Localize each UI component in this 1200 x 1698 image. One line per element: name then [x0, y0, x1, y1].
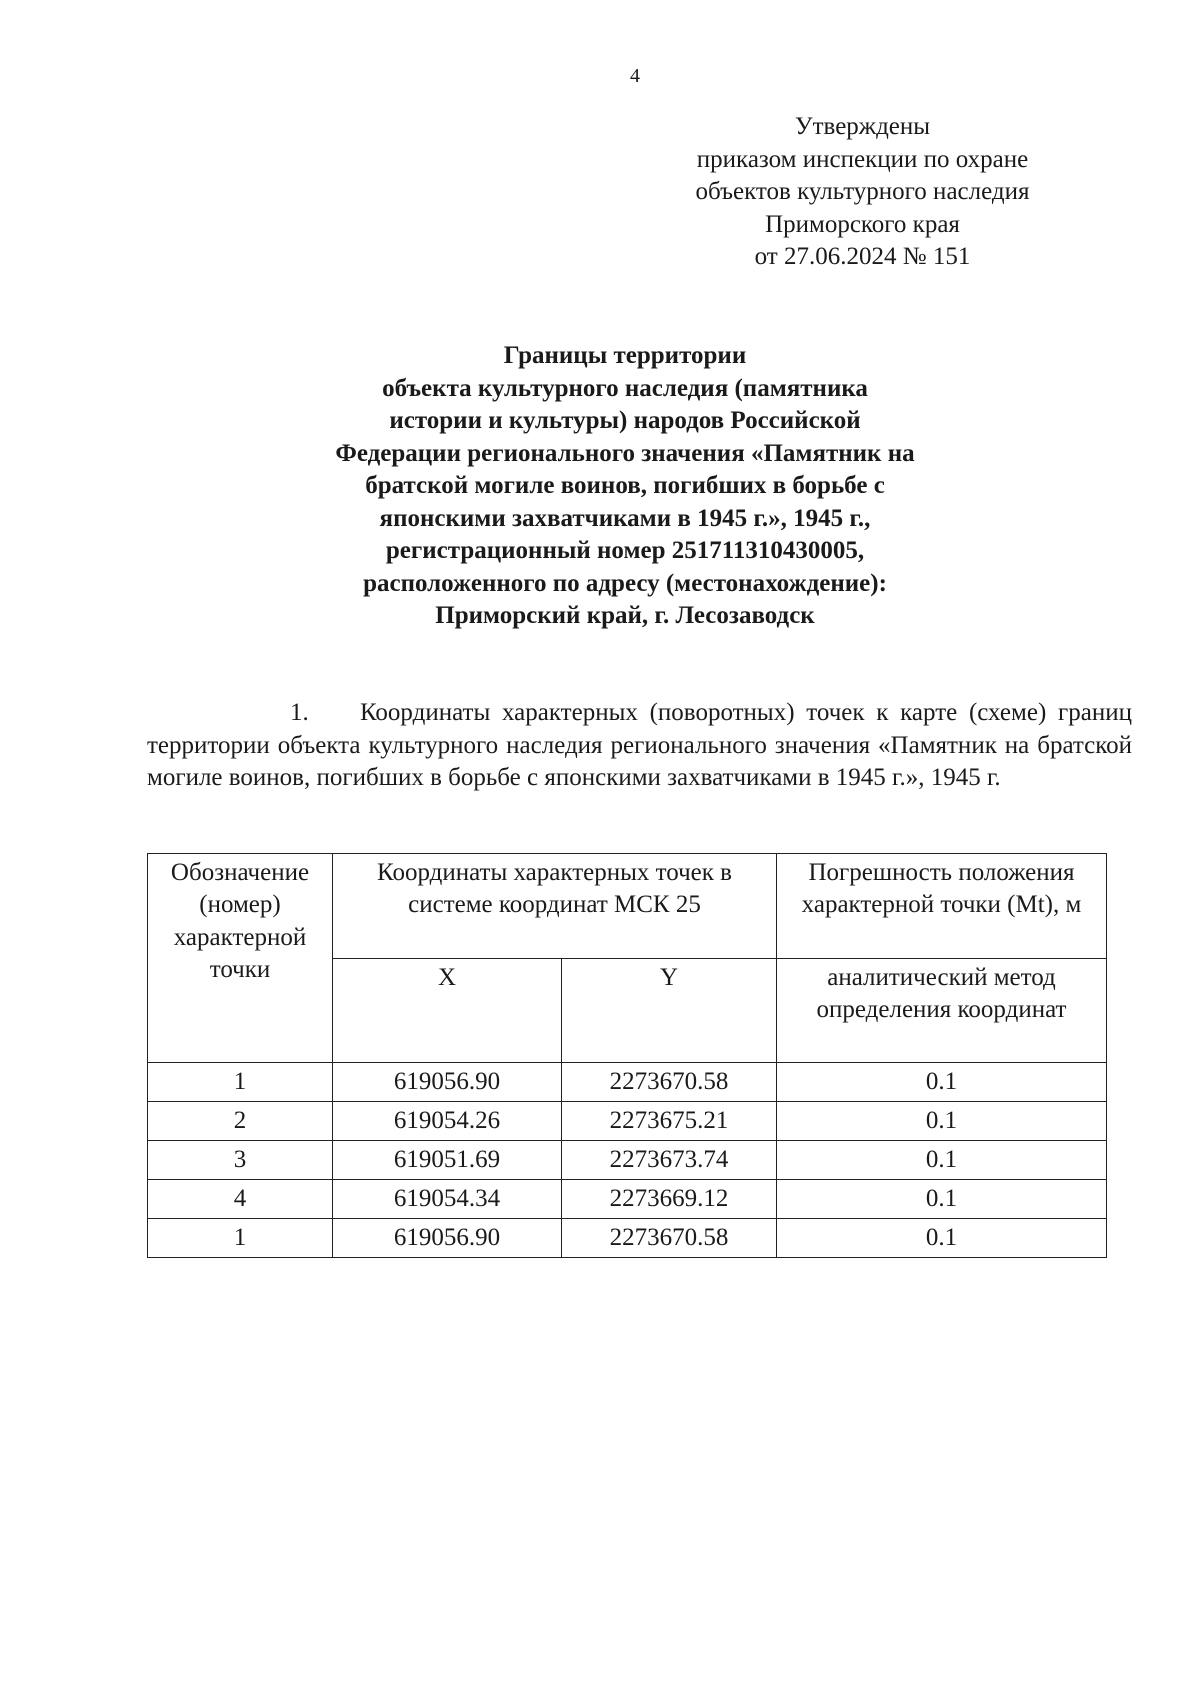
- cell-y: 2273670.58: [562, 1219, 777, 1258]
- coordinates-table: [147, 853, 1107, 1258]
- title-line: Приморский край, г. Лесозаводск: [435, 602, 815, 629]
- cell-x: 619056.90: [333, 1219, 562, 1258]
- page-number: 4: [630, 65, 640, 87]
- paragraph-1: [147, 697, 1132, 795]
- document-title: [240, 340, 1010, 633]
- paragraph-text: Координаты характерных (поворотных) точек к карте (схеме) границ территории объекта культурного наследия регионального значения «Памятник на братской могиле воинов, погибших в борьбе с японскими захватчиками в 1945 г.», 1945 г.: [147, 699, 1132, 792]
- cell-error: 0.1: [777, 1141, 1107, 1180]
- cell-y: 2273670.58: [562, 1063, 777, 1102]
- cell-error: 0.1: [777, 1180, 1107, 1219]
- cell-error: 0.1: [777, 1102, 1107, 1141]
- cell-error: 0.1: [777, 1219, 1107, 1258]
- title-line: Федерации регионального значения «Памятник на: [335, 439, 915, 467]
- title-line: истории и культуры) народов Российской: [389, 407, 861, 434]
- title-line: регистрационный номер 251711310430005,: [385, 537, 865, 564]
- cell-y: 2273673.74: [562, 1141, 777, 1180]
- approval-line: Утверждены: [794, 113, 931, 140]
- cell-point: 2: [148, 1102, 333, 1141]
- paragraph-number: 1.: [290, 699, 309, 726]
- cell-y: 2273675.21: [562, 1102, 777, 1141]
- header-x: X: [333, 958, 562, 1063]
- approval-line: от 27.06.2024 № 151: [754, 243, 971, 271]
- approval-line: Приморского края: [765, 210, 960, 238]
- cell-point: 3: [148, 1141, 333, 1180]
- header-y: Y: [562, 958, 777, 1063]
- table-row: [148, 1180, 1107, 1219]
- cell-point: 1: [148, 1063, 333, 1102]
- approval-line: объектов культурного наследия: [695, 178, 1030, 206]
- title-line: объекта культурного наследия (памятника: [382, 374, 868, 402]
- table-row: [148, 1141, 1107, 1180]
- header-point: Обозначение (номер) характерной точки: [148, 854, 333, 1063]
- cell-x: 619054.34: [333, 1180, 562, 1219]
- cell-x: 619051.69: [333, 1141, 562, 1180]
- title-line: братской могиле воинов, погибших в борьбе с: [365, 472, 885, 499]
- cell-x: 619056.90: [333, 1063, 562, 1102]
- coordinates-table-wrap: [147, 853, 1107, 1258]
- table-row: [148, 1063, 1107, 1102]
- approval-block: [640, 111, 1085, 274]
- cell-y: 2273669.12: [562, 1180, 777, 1219]
- cell-x: 619054.26: [333, 1102, 562, 1141]
- header-error: Погрешность положения характерной точки (Mt), м: [777, 854, 1107, 959]
- header-coords: Координаты характерных точек в системе координат МСК 25: [333, 854, 777, 959]
- approval-line: приказом инспекции по охране: [696, 145, 1029, 173]
- title-line: Границы территории: [503, 342, 747, 369]
- header-method: аналитический метод определения координат: [777, 958, 1107, 1063]
- table-row: [148, 1102, 1107, 1141]
- table-row: [148, 1219, 1107, 1258]
- cell-point: 4: [148, 1180, 333, 1219]
- cell-point: 1: [148, 1219, 333, 1258]
- cell-error: 0.1: [777, 1063, 1107, 1102]
- title-line: расположенного по адресу (местонахождение):: [363, 569, 887, 597]
- title-line: японскими захватчиками в 1945 г.», 1945 г.,: [379, 504, 871, 532]
